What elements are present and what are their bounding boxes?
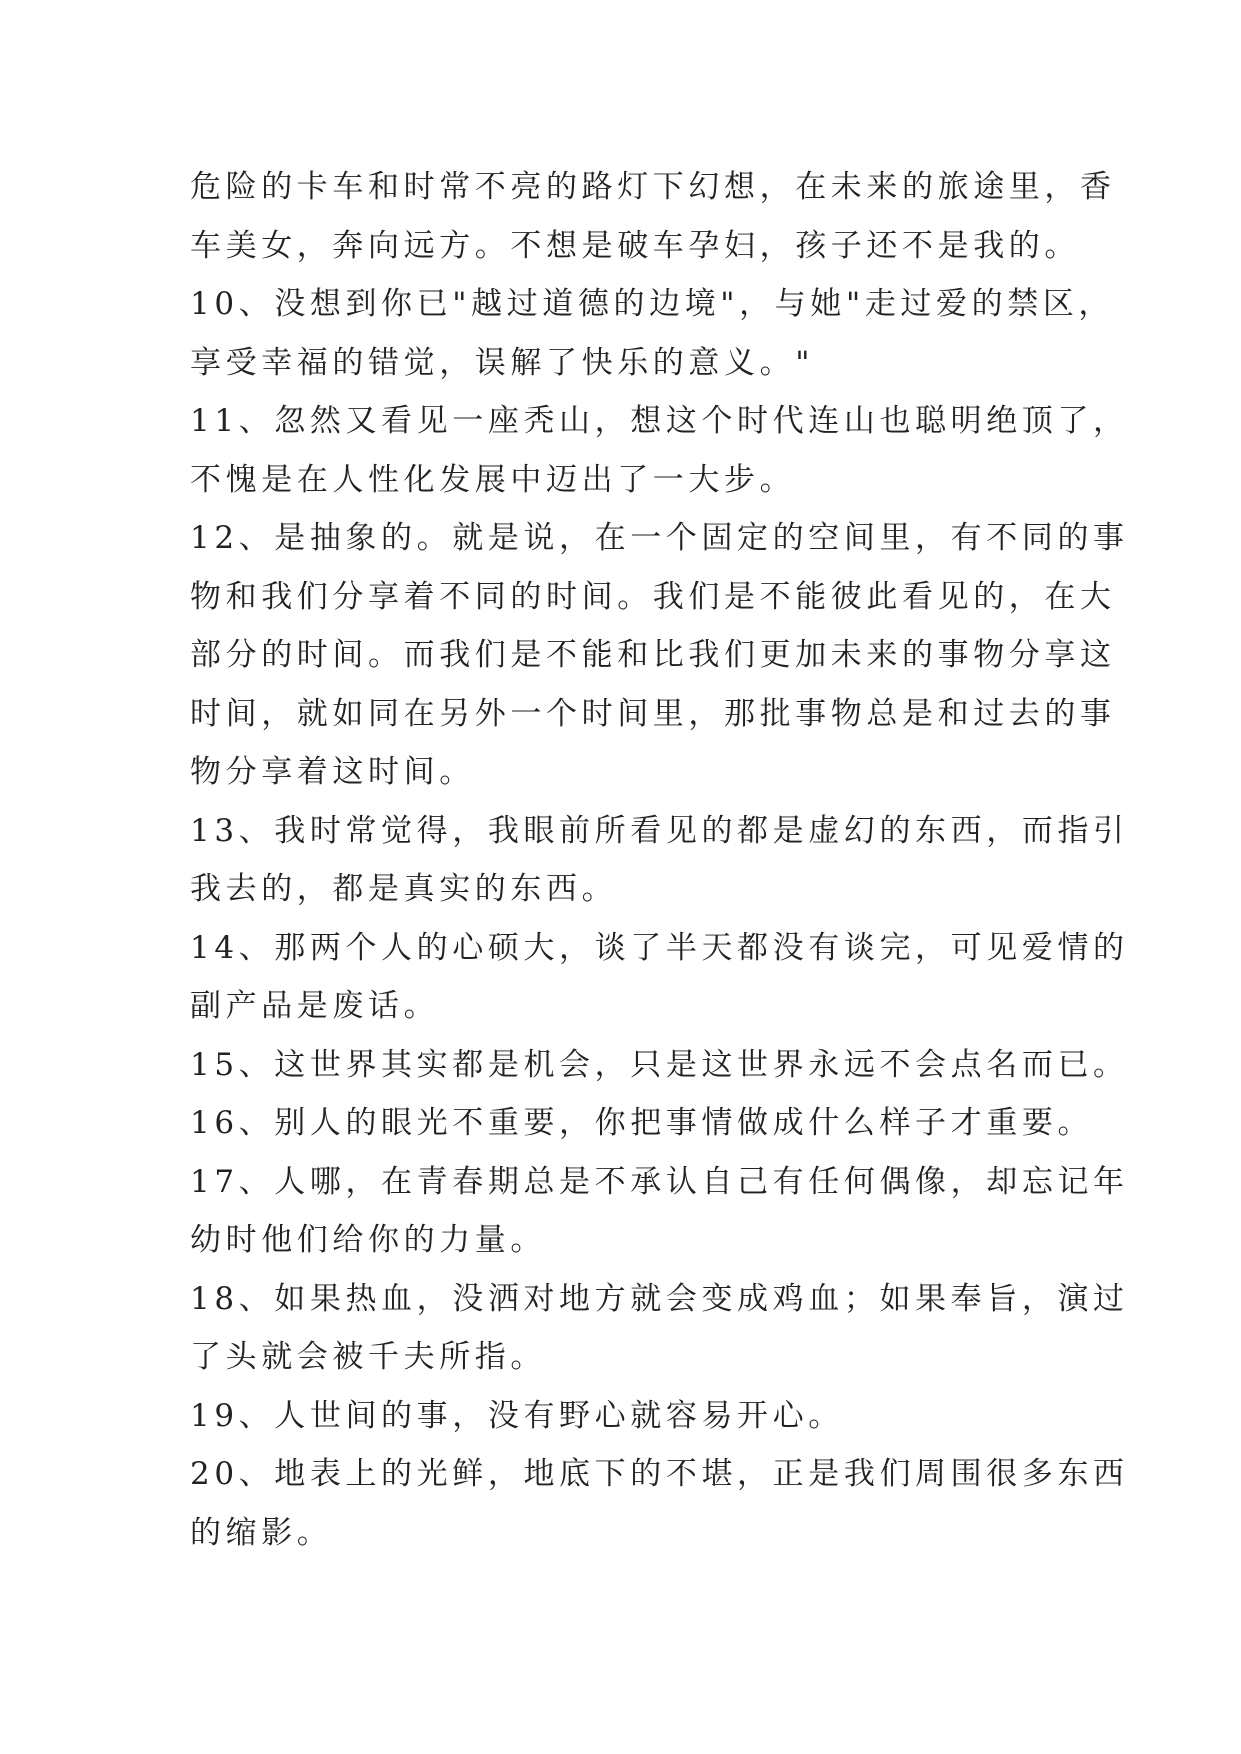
text-line: 17、人哪，在青春期总是不承认自己有任何偶像，却忘记年 bbox=[190, 1163, 1129, 1200]
text-line: 15、这世界其实都是机会，只是这世界永远不会点名而已。 bbox=[190, 1046, 1129, 1083]
document-body bbox=[190, 158, 1129, 1562]
text-line: 物分享着这时间。 bbox=[190, 754, 475, 790]
text-line: 我去的，都是真实的东西。 bbox=[190, 871, 618, 907]
text-line: 危险的卡车和时常不亮的路灯下幻想，在未来的旅途里，香 bbox=[190, 169, 1116, 205]
text-line: 12、是抽象的。就是说，在一个固定的空间里，有不同的事 bbox=[190, 520, 1129, 556]
text-line: 10、没想到你已"越过道德的边境"，与她"走过爱的禁区， bbox=[190, 286, 1115, 322]
text-line: 的缩影。 bbox=[190, 1514, 333, 1551]
text-line: 幼时他们给你的力量。 bbox=[190, 1222, 546, 1258]
text-line: 物和我们分享着不同的时间。我们是不能彼此看见的，在大 bbox=[190, 578, 1116, 615]
text-line: 20、地表上的光鲜，地底下的不堪，正是我们周围很多东西 bbox=[190, 1456, 1129, 1492]
text-line: 时间，就如同在另外一个时间里，那批事物总是和过去的事 bbox=[190, 695, 1116, 732]
text-line: 11、忽然又看见一座秃山，想这个时代连山也聪明绝顶了， bbox=[190, 403, 1129, 439]
text-line: 19、人世间的事，没有野心就容易开心。 bbox=[190, 1397, 844, 1434]
text-line: 享受幸福的错觉，误解了快乐的意义。" bbox=[190, 344, 815, 381]
text-line: 18、如果热血，没洒对地方就会变成鸡血；如果奉旨，演过 bbox=[190, 1280, 1129, 1317]
text-line: 部分的时间。而我们是不能和比我们更加未来的事物分享这 bbox=[190, 637, 1116, 673]
text-line: 副产品是废话。 bbox=[190, 988, 440, 1024]
text-line: 14、那两个人的心硕大，谈了半天都没有谈完，可见爱情的 bbox=[190, 929, 1129, 966]
text-line: 16、别人的眼光不重要，你把事情做成什么样子才重要。 bbox=[190, 1105, 1094, 1141]
text-line: 了头就会被千夫所指。 bbox=[190, 1339, 546, 1375]
text-line: 车美女，奔向远方。不想是破车孕妇，孩子还不是我的。 bbox=[190, 227, 1080, 264]
text-line: 13、我时常觉得，我眼前所看见的都是虚幻的东西，而指引 bbox=[190, 812, 1129, 849]
text-line: 不愧是在人性化发展中迈出了一大步。 bbox=[190, 461, 796, 498]
